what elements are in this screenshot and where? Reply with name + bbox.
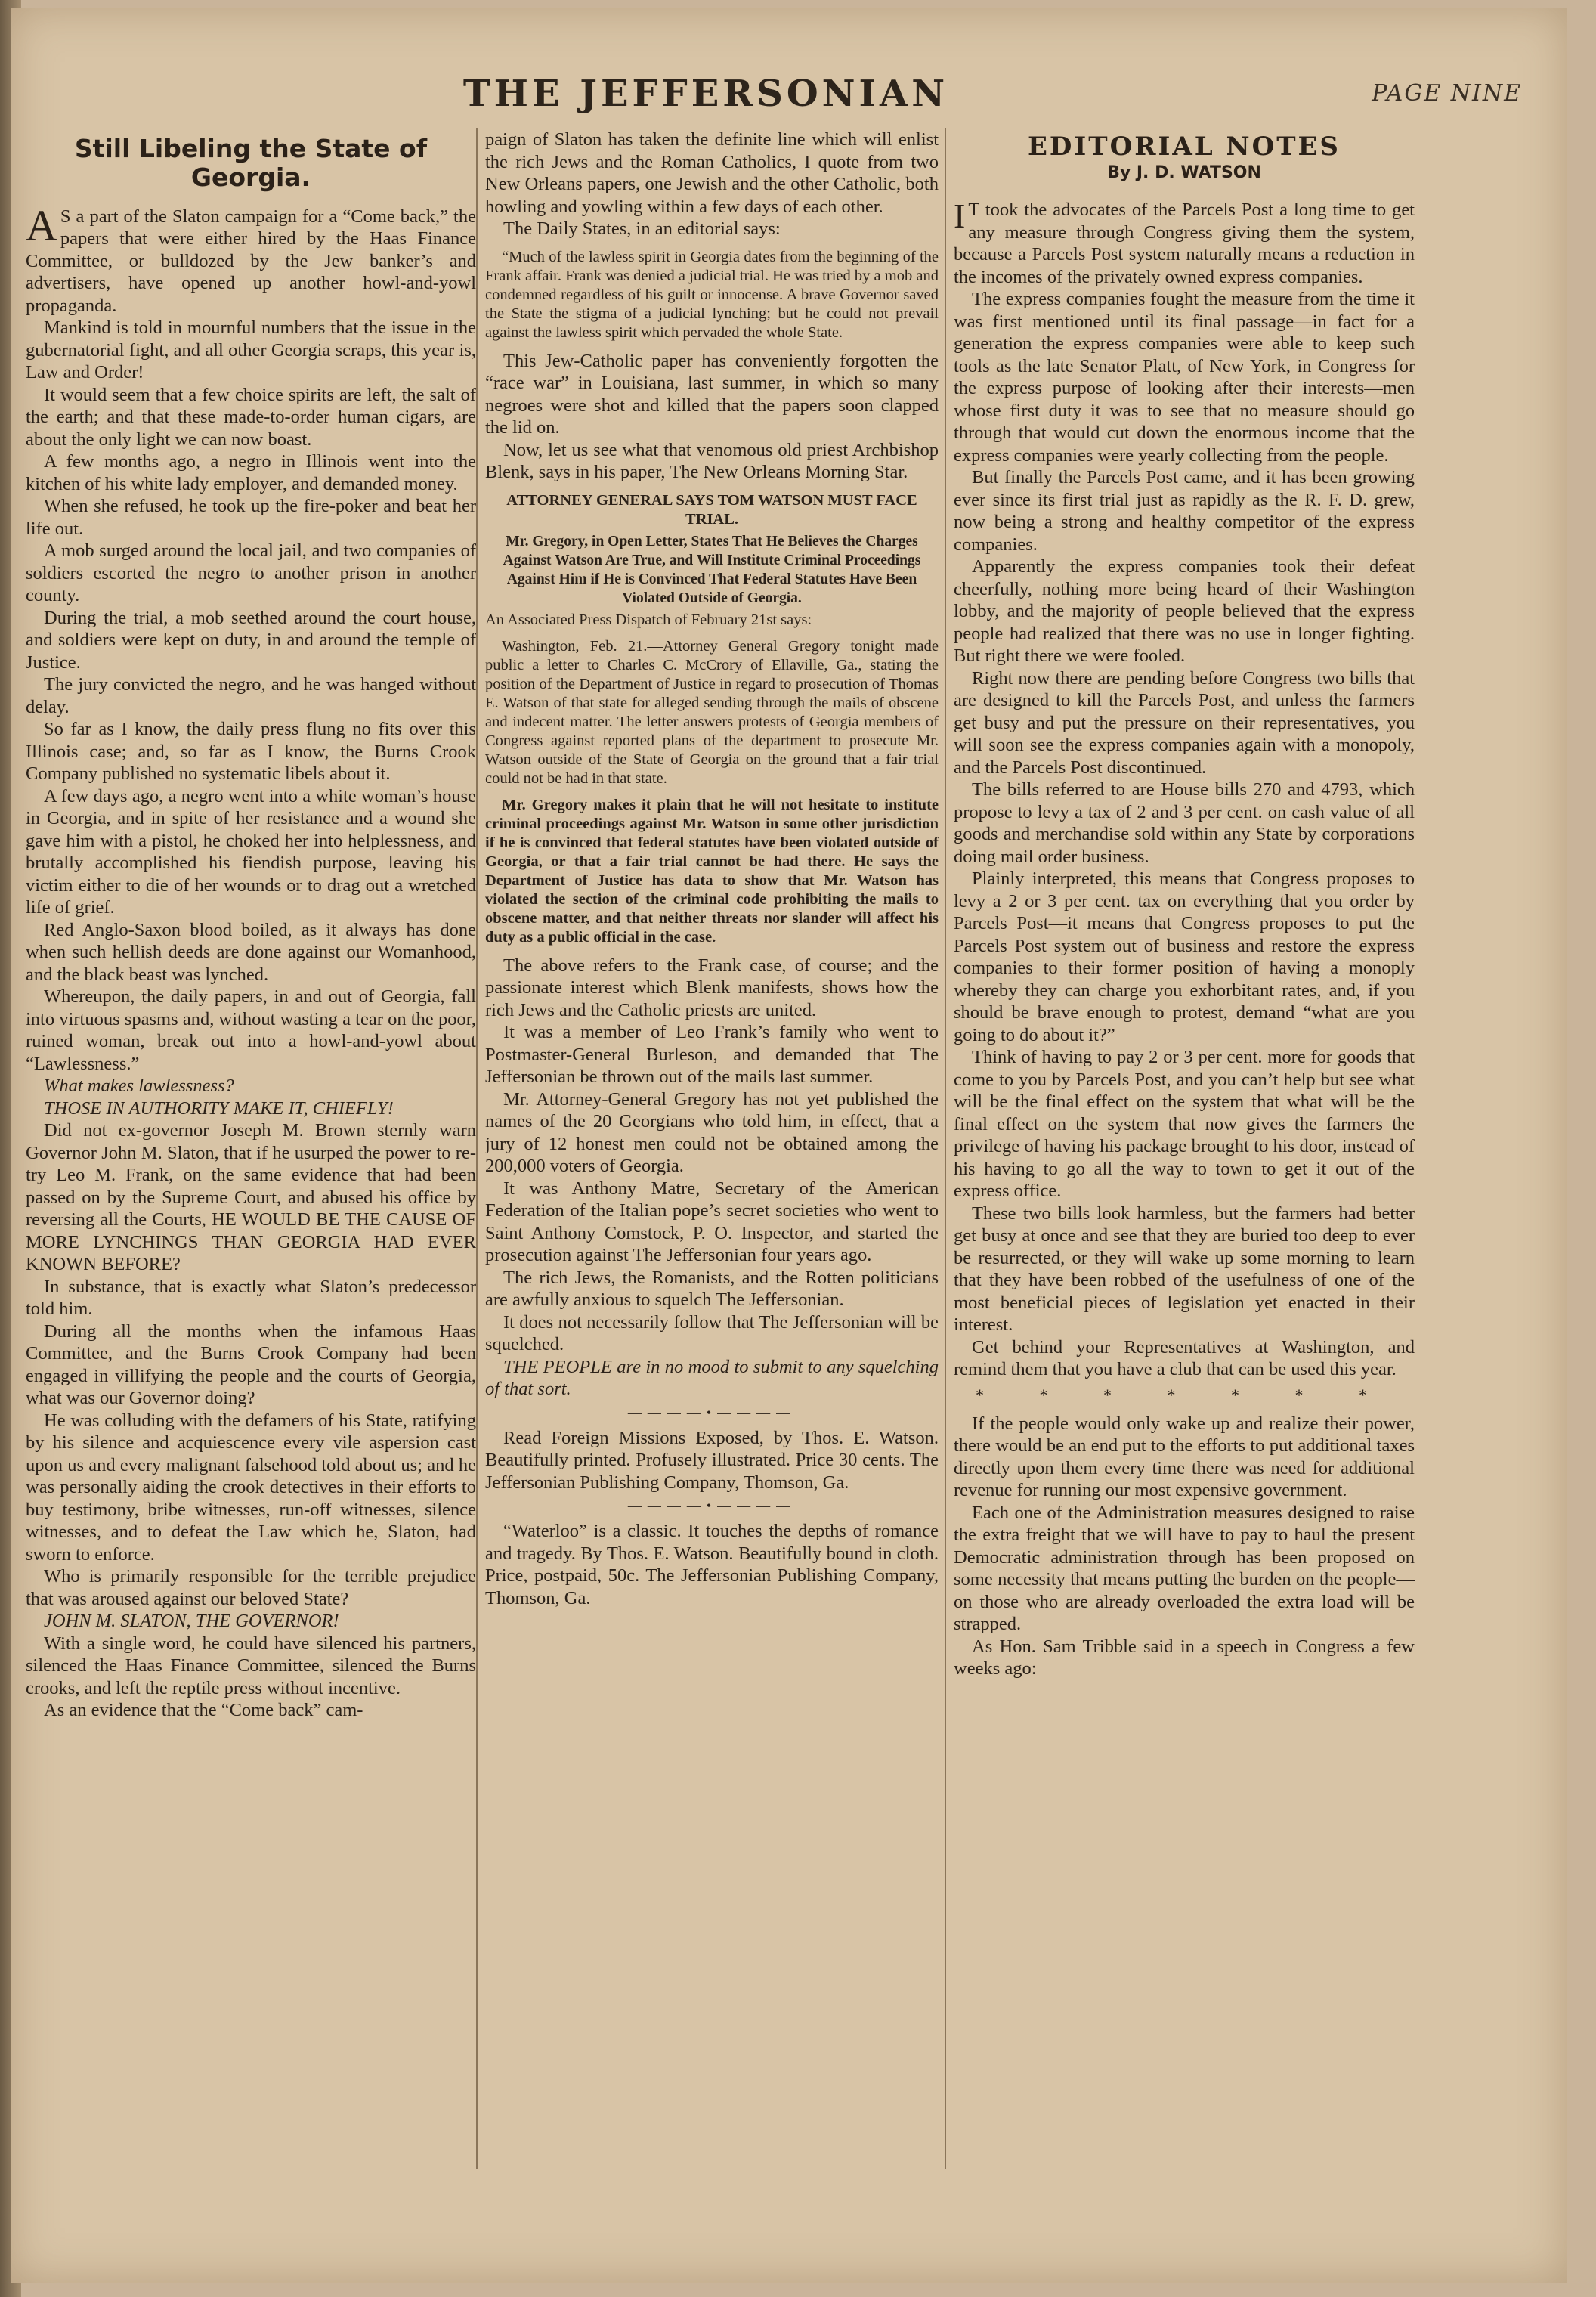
article-paragraph: As Hon. Sam Tribble said in a speech in Congress a few weeks ago:: [954, 1636, 1415, 1679]
article-paragraph: Each one of the Administration measures designed to raise the extra freight that we will have to pay to haul the present Democratic administration through has been proposed on some necessity that means putting the burden on the people—on those who are already overloaded the extra load will be strapped.: [954, 1502, 1415, 1634]
article-paragraph: It was Anthony Matre, Secretary of the American Federation of the Italian pope’s secret societies who went to Saint Anthony Comstock, P. O. Inspector, and started the prosecution against The Jeffersonian four years ago.: [485, 1178, 939, 1265]
article-paragraph: But finally the Parcels Post came, and it has been growing ever since its first trial just as rapidly as the R. F. D. grew, now being a strong and healthy competitor of the express companies.: [954, 467, 1415, 555]
star-separator: * * * * * * *: [976, 1385, 1393, 1404]
column-rule: [945, 128, 946, 2169]
article-paragraph: paign of Slaton has taken the definite line which will enlist the rich Jews and the Roman Catholics, I quote from two New Orleans papers, one Jewish and the other Catholic, both howling and yowling within a few days of each other.: [485, 129, 939, 217]
article-paragraph: Apparently the express companies took their defeat cheerfully, nothing more being heard of their Washington lobby, and the majority of people believed that the express people had realized that there was no use in longer fighting. But right there we were fooled.: [954, 556, 1415, 666]
article-paragraph: So far as I know, the daily press flung no fits over this Illinois case; and, so far as I know, the Burns Crook Company published no systematic libels about it.: [26, 719, 476, 785]
article-paragraph: A mob surged around the local jail, and two companies of soldiers escorted the negro to another prison in another county.: [26, 540, 476, 606]
sub-deck: Mr. Gregory, in Open Letter, States That He Believes the Charges Against Watson Are True, and Will Institute Criminal Proceedings Against Him if He is Convinced That Federal Statutes Have Been Violated Outside of Georgia.: [503, 533, 921, 606]
dispatch-paragraph: Mr. Gregory makes it plain that he will not hesitate to institute criminal proceedings against Mr. Watson in some other jurisdiction if he is convinced that federal statutes have been violated outside of Georgia, or that a fair trial cannot be had there. He says the Department of Justice has data to show that Mr. Watson has violated the section of the criminal code prohibiting the mails to obscene matter, and that neither threats nor slander will affect his duty as a public official in the case.: [485, 796, 939, 946]
article-paragraph: The above refers to the Frank case, of course; and the passionate interest which Blenk manifests, shows how the rich Jews and the Catholic priests are united.: [485, 955, 939, 1020]
column-rule: [476, 128, 478, 2169]
article-paragraph: During the trial, a mob seethed around the court house, and soldiers were kept on duty, in and around the temple of Justice.: [26, 607, 476, 673]
drop-cap: A: [26, 200, 57, 250]
column-left: [26, 128, 476, 2283]
article-paragraph: A S a part of the Slaton campaign for a “Come back,” the papers that were either hired by the Haas Finance Committee, or bulldozed by the Jew banker’s and advertisers, have opened up another howl-and-yowl propaganda.: [26, 200, 476, 316]
article-paragraph: The rich Jews, the Romanists, and the Rotten politicians are awfully anxious to squelch The Jeffersonian.: [485, 1267, 939, 1310]
page-label: PAGE NINE: [1372, 80, 1522, 107]
article-paragraph: Now, let us see what that venomous old priest Archbishop Blenk, says in his paper, The New Orleans Morning Star.: [485, 439, 939, 482]
article-paragraph: When she refused, he took up the fire-poker and beat her life out.: [26, 496, 476, 539]
masthead: THE JEFFERSONIAN: [462, 73, 949, 115]
column-right: [954, 128, 1415, 2283]
article-paragraph: Think of having to pay 2 or 3 per cent. more for goods that come to you by Parcels Post, and you can’t help but see what will be the final effect on the system that what will be the final effect on the system that now gives the farmers the privilege of having his package brought to his door, instead of his having to go all the way to town to get it out of the express office.: [954, 1047, 1415, 1201]
article-paragraph: If the people would only wake up and realize their power, there would be an end put to the efforts to put additional taxes directly upon them every time there was need for additional revenue for running our most expensive government.: [954, 1413, 1415, 1500]
article-paragraph: THE PEOPLE are in no mood to submit to any squelching of that sort.: [485, 1356, 939, 1399]
article-paragraph: As an evidence that the “Come back” cam-: [44, 1700, 363, 1721]
sub-heading: ATTORNEY GENERAL SAYS TOM WATSON MUST FACE TRIAL.: [506, 491, 917, 528]
article-paragraph: Red Anglo-Saxon blood boiled, as it always has done when such hellish deeds are done against our Womanhood, and the black beast was lynched.: [26, 919, 476, 985]
article-paragraph: JOHN M. SLATON, THE GOVERNOR!: [44, 1611, 339, 1632]
byline: By J. D. WATSON: [1107, 163, 1261, 182]
article-paragraph: He was colluding with the defamers of his State, ratifying by his silence and acquiescence every vile aspersion cast upon us and every malignant falsehood told about us; and he was personally aiding the crook detectives in their efforts to buy testimony, bribe witnesses, run-off witnesses, silence witnesses, and to defeat the Law which he, Slaton, had sworn to enforce.: [26, 1410, 476, 1565]
article-paragraph: Who is primarily responsible for the terrible prejudice that was aroused against our beloved State?: [26, 1566, 476, 1609]
article-paragraph: I T took the advocates of the Parcels Post a long time to get any measure through Congress giving them the system, because a Parcels Post system naturally means a reduction in the incomes of the privately owned express companies.: [954, 197, 1415, 287]
editorial-heading: EDITORIAL NOTES: [1028, 132, 1341, 162]
article-paragraph: The express companies fought the measure from the time it was first mentioned until its final passage—in fact for a generation the express companies were able to keep such tools as the late Senator Platt, of New York, in Congress for the express purpose of looking after their interests—men whose first duty it was to see that no measure should go through that would cut down the enormous income that the express companies were yearly collecting from the people.: [954, 289, 1415, 466]
article-paragraph: Get behind your Representatives at Washington, and remind them that you have a club that can be used this year.: [954, 1336, 1415, 1379]
advertisement: Read Foreign Missions Exposed, by Thos. E. Watson. Beautifully printed. Profusely illustrated. Price 30 cents. The Jeffersonian Publishing Company, Thomson, Ga.: [485, 1427, 939, 1493]
article-paragraph: This Jew-Catholic paper has conveniently forgotten the “race war” in Louisiana, last summer, in which so many negroes were shot and killed that the papers soon clapped the lid on.: [485, 350, 939, 438]
article-heading: Still Libeling the State of Georgia.: [74, 134, 428, 192]
article-paragraph: A few days ago, a negro went into a white woman’s house in Georgia, and in spite of her resistance and a wound she gave him with a pistol, he choked her into helplessness, and brutally accomplished his fiendish purpose, leaving his victim either to die of her wounds or to drag out a wretched life of grief.: [26, 785, 476, 918]
article-paragraph: Plainly interpreted, this means that Congress proposes to levy a 2 or 3 per cent. tax on everything that you order by Parcels Post—it means that Congress proposes to put the Parcels Post system out of business and restore the express companies to their former position of having a monoply whereby they can charge you exhorbitant rates, and, if you should be brave enough to protest, demand “what are you going to do about it?”: [954, 868, 1415, 1045]
quoted-editorial: “Much of the lawless spirit in Georgia dates from the beginning of the Frank affair. Frank was denied a judicial trial. He was tried by a mob and condemned regardless of his guilt or innocense. A brave Governor saved the State the stigma of a judicial lynching; but he could not prevail against the lawless spirit which pervaded the whole State.: [485, 248, 939, 341]
article-paragraph: The Daily States, in an editorial says:: [503, 218, 781, 239]
dispatch-paragraph: Washington, Feb. 21.—Attorney General Gregory tonight made public a letter to Charles C. McCrory of Ellaville, Ga., stating the position of the Department of Justice in regard to prosecution of Thomas E. Watson of that state for alleged sending through the mails of obscene and indecent matter. The letter answers protests of Georgia members of Congress against reported plans of the department to prosecute Mr. Watson outside of the State of Georgia on the ground that a fair trial could not be had in that state.: [485, 637, 939, 787]
column-middle: [485, 128, 939, 2283]
article-paragraph: THOSE IN AUTHORITY MAKE IT, CHIEFLY!: [44, 1097, 394, 1119]
newspaper-page: [11, 8, 1567, 2283]
article-paragraph: It was a member of Leo Frank’s family who went to Postmaster-General Burleson, and demanded that The Jeffersonian be thrown out of the mails last summer.: [485, 1022, 939, 1087]
article-paragraph: Mankind is told in mournful numbers that the issue in the gubernatorial fight, and all other Georgia scraps, this year is, Law and Order!: [26, 317, 476, 383]
article-paragraph: A few months ago, a negro in Illinois went into the kitchen of his white lady employer, and demanded money.: [26, 451, 476, 494]
article-paragraph: Did not ex-governor Joseph M. Brown sternly warn Governor John M. Slaton, that if he usurped the power to re-try Leo M. Frank, on the same evidence that had been passed on by the Supreme Court, and abused his office by reversing all the Courts, HE WOULD BE THE CAUSE OF MORE LYNCHINGS THAN GEORGIA HAD EVER KNOWN BEFORE?: [26, 1120, 476, 1275]
article-paragraph: The bills referred to are House bills 270 and 4793, which propose to levy a tax of 2 and 3 per cent. on cash value of all goods and merchandise sold within any State by corporations doing mail order business.: [954, 779, 1415, 867]
article-paragraph: Right now there are pending before Congress two bills that are designed to kill the Parcels Post, and unless the farmers get busy and put the pressure on their representatives, you will soon see the express companies again with a monopoly, and the Parcels Post discontinued.: [954, 667, 1415, 778]
advertisement: “Waterloo” is a classic. It touches the depths of romance and tragedy. By Thos. E. Watson. Beautifully bound in cloth. Price, postpaid, 50c. The Jeffersonian Publishing Company, Thomson, Ga.: [485, 1521, 939, 1608]
article-paragraph: It does not necessarily follow that The Jeffersonian will be squelched.: [485, 1311, 939, 1354]
article-paragraph: In substance, that is exactly what Slaton’s predecessor told him.: [26, 1276, 476, 1320]
article-paragraph: With a single word, he could have silenced his partners, silenced the Haas Finance Committee, silenced the Burns crooks, and left the reptile press without incentive.: [26, 1633, 476, 1698]
article-paragraph: What makes lawlessness?: [44, 1076, 234, 1097]
article-paragraph: During all the months when the infamous Haas Committee, and the Burns Crook Company had been engaged in villifying the people and the courts of Georgia, what was our Governor doing?: [26, 1320, 476, 1409]
article-paragraph: It would seem that a few choice spirits are left, the salt of the earth; and that these made-to-order human cigars, are about the only light we can now boast.: [26, 384, 476, 450]
drop-cap: I: [954, 197, 966, 235]
article-paragraph: These two bills look harmless, but the farmers had better get busy at once and see that they are buried too deep to ever be resurrected, or they will wake up some morning to learn that they have been robbed of the usefulness of one of the most beneficial pieces of legislation yet enacted in their interest.: [954, 1203, 1415, 1335]
divider-rule: ————•————: [627, 1404, 796, 1420]
divider-rule: ————•————: [627, 1498, 796, 1513]
article-paragraph: Mr. Attorney-General Gregory has not yet published the names of the 20 Georgians who told him, in effect, that a jury of 12 honest men could not be obtained among the 200,000 voters of Georgia.: [485, 1088, 939, 1176]
article-paragraph: The jury convicted the negro, and he was hanged without delay.: [26, 674, 476, 717]
dispatch-intro: An Associated Press Dispatch of February 21st says:: [485, 611, 812, 628]
article-paragraph: Whereupon, the daily papers, in and out of Georgia, fall into virtuous spasms and, without wasting a tear on the poor, ruined woman, break out into a howl-and-yowl about “Lawlessness.”: [26, 986, 476, 1074]
